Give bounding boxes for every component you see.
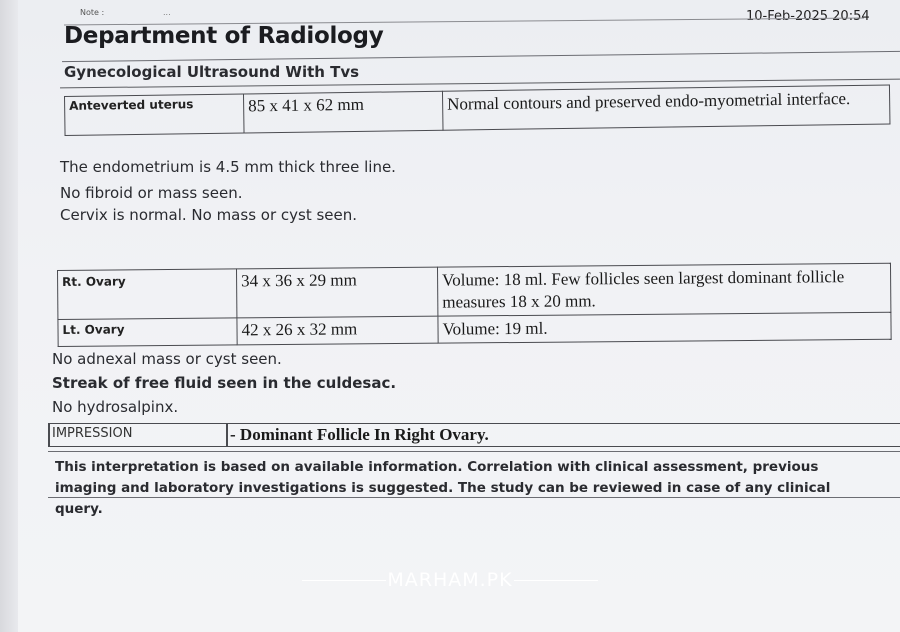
- ovary-table: [57, 263, 892, 347]
- left-ovary-finding: Volume: 19 ml.: [438, 312, 891, 343]
- right-ovary-size: 34 x 36 x 29 mm: [236, 267, 437, 318]
- watermark-right-line: [514, 580, 598, 581]
- note-dots: ...: [163, 8, 171, 17]
- finding-endometrium: The endometrium is 4.5 mm thick three line.: [60, 158, 396, 176]
- left-ovary-label: Lt. Ovary: [58, 318, 237, 347]
- table-row: [58, 263, 891, 319]
- uterus-size: 85 x 41 x 62 mm: [243, 91, 443, 133]
- note-label: Note :: [80, 8, 105, 17]
- watermark: [302, 568, 598, 592]
- department-title: Department of Radiology: [64, 23, 384, 49]
- impression-value: - Dominant Follicle In Right Ovary.: [230, 425, 489, 444]
- finding-fibroid: No fibroid or mass seen.: [60, 184, 243, 202]
- finding-free-fluid: Streak of free fluid seen in the culdesac.: [52, 374, 397, 392]
- department-rule: [62, 51, 900, 62]
- report-timestamp: 10-Feb-2025 20:54: [746, 9, 870, 24]
- left-ovary-size: 42 x 26 x 32 mm: [237, 316, 438, 345]
- table-row: [65, 85, 890, 136]
- uterus-finding: Normal contours and preserved endo-myometrial interface.: [442, 85, 890, 130]
- right-ovary-finding: Volume: 18 ml. Few follicles seen largest dominant follicle measures 18 x 20 mm.: [437, 263, 890, 316]
- exam-title: Gynecological Ultrasound With Tvs: [64, 63, 360, 81]
- impression-row: [48, 423, 900, 447]
- disclaimer-top-rule: [48, 451, 900, 452]
- disclaimer-bottom-rule: [48, 497, 900, 498]
- uterus-label: Anteverted uterus: [65, 94, 245, 135]
- uterus-table: [64, 84, 890, 136]
- disclaimer-text: This interpretation is based on available information. Correlation with clinical assessment, previous imaging and laboratory investigations is suggested. The study can be reviewed in case of any clinical query.: [55, 459, 831, 517]
- page-edge-shadow: [0, 0, 18, 632]
- watermark-text: MARHAM.PK: [387, 569, 513, 591]
- finding-hydrosalpinx: No hydrosalpinx.: [52, 398, 179, 416]
- impression-divider: [226, 424, 228, 446]
- finding-cervix: Cervix is normal. No mass or cyst seen.: [60, 206, 358, 224]
- right-ovary-label: Rt. Ovary: [58, 269, 237, 320]
- impression-label: IMPRESSION: [52, 426, 133, 441]
- impression-left-border: [48, 423, 50, 447]
- finding-adnexal: No adnexal mass or cyst seen.: [52, 350, 282, 368]
